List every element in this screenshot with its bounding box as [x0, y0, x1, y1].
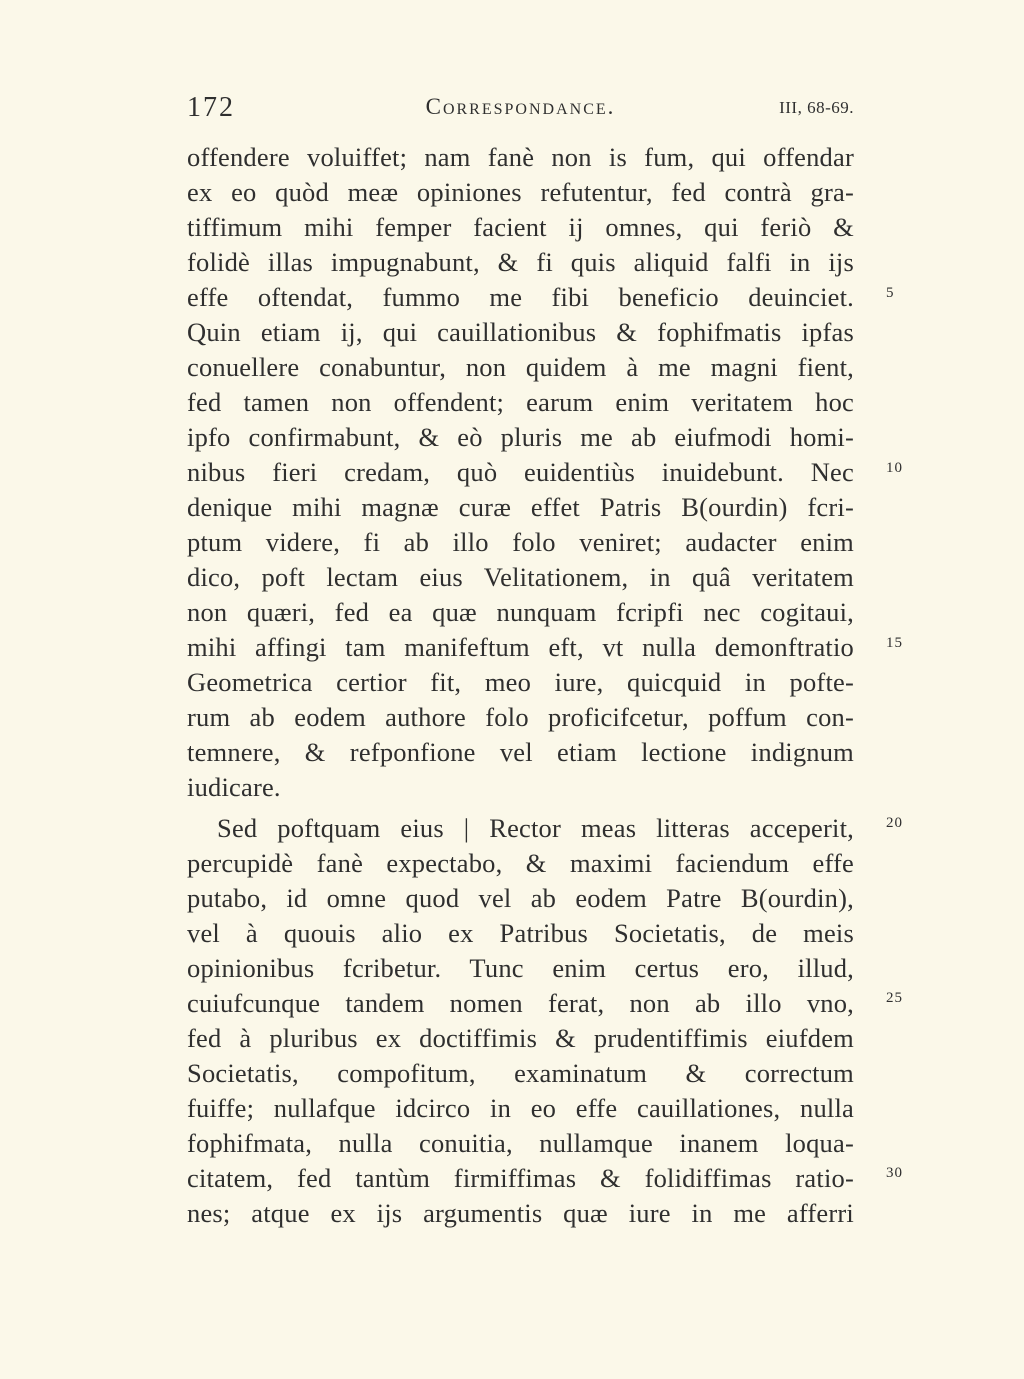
text-line: tiffimum mihi femper facient ij omnes, qui feriò & [187, 212, 854, 242]
text-line: nes; atque ex ijs argumentis quæ iure in me afferri [187, 1198, 854, 1228]
page-header [187, 92, 854, 126]
page-number: 172 [187, 92, 235, 123]
line-number-marker: 25 [886, 990, 903, 1006]
text-line: fed à pluribus ex doctiffimis & prudentiffimis eiufdem [187, 1023, 854, 1053]
text-line: Quin etiam ij, qui cauillationibus & fophifmatis ipfas [187, 317, 854, 347]
text-line: non quæri, fed ea quæ nunquam fcripfi nec cogitaui, [187, 597, 854, 627]
text-line: fuiffe; nullafque idcirco in eo effe cauillationes, nulla [187, 1093, 854, 1123]
volume-reference: III, 68-69. [779, 98, 854, 117]
text-line: denique mihi magnæ curæ effet Patris B(ourdin) fcri- [187, 492, 854, 522]
text-line: cuiufcunque tandem nomen ferat, non ab illo vno, [187, 988, 854, 1018]
text-line: percupidè fanè expectabo, & maximi faciendum effe [187, 848, 854, 878]
text-line: offendere voluiffet; nam fanè non is fum, qui offendar [187, 142, 854, 172]
text-line: Societatis, compofitum, examinatum & correctum [187, 1058, 854, 1088]
text-line: nibus fieri credam, quò euidentiùs inuidebunt. Nec [187, 457, 854, 487]
text-line: iudicare. [187, 772, 281, 802]
text-line: Geometrica certior fit, meo iure, quicquid in pofte- [187, 667, 854, 697]
text-line: putabo, id omne quod vel ab eodem Patre B(ourdin), [187, 883, 854, 913]
text-line: temnere, & refponfione vel etiam lectione indignum [187, 737, 854, 767]
text-line: effe oftendat, fummo me fibi beneficio deuinciet. [187, 282, 854, 312]
text-line: vel à quouis alio ex Patribus Societatis, de meis [187, 918, 854, 948]
text-line: Sed poftquam eius | Rector meas litteras acceperit, [217, 813, 854, 843]
text-line: fophifmata, nulla conuitia, nullamque inanem loqua- [187, 1128, 854, 1158]
running-title: Correspondance. [425, 94, 616, 119]
line-number-marker: 10 [886, 460, 903, 476]
text-line: rum ab eodem authore folo proficifcetur, poffum con- [187, 702, 854, 732]
paragraph-1 [187, 140, 854, 805]
body-text [187, 140, 854, 1231]
text-line: folidè illas impugnabunt, & fi quis aliquid falfi in ijs [187, 247, 854, 277]
paragraph-2 [187, 811, 854, 1231]
text-line: conuellere conabuntur, non quidem à me magni fient, [187, 352, 854, 382]
text-line: ipfo confirmabunt, & eò pluris me ab eiufmodi homi- [187, 422, 854, 452]
text-line: citatem, fed tantùm firmiffimas & folidiffimas ratio- [187, 1163, 854, 1193]
line-number-marker: 30 [886, 1165, 903, 1181]
text-line: fed tamen non offendent; earum enim veritatem hoc [187, 387, 854, 417]
line-number-marker: 5 [886, 285, 895, 301]
line-number-marker: 15 [886, 635, 903, 651]
text-line: mihi affingi tam manifeftum eft, vt nulla demonftratio [187, 632, 854, 662]
text-line: ex eo quòd meæ opiniones refutentur, fed contrà gra- [187, 177, 854, 207]
text-line: ptum videre, fi ab illo folo veniret; audacter enim [187, 527, 854, 557]
text-line: dico, poft lectam eius Velitationem, in quâ veritatem [187, 562, 854, 592]
text-line: opinionibus fcribetur. Tunc enim certus ero, illud, [187, 953, 854, 983]
line-number-marker: 20 [886, 815, 903, 831]
